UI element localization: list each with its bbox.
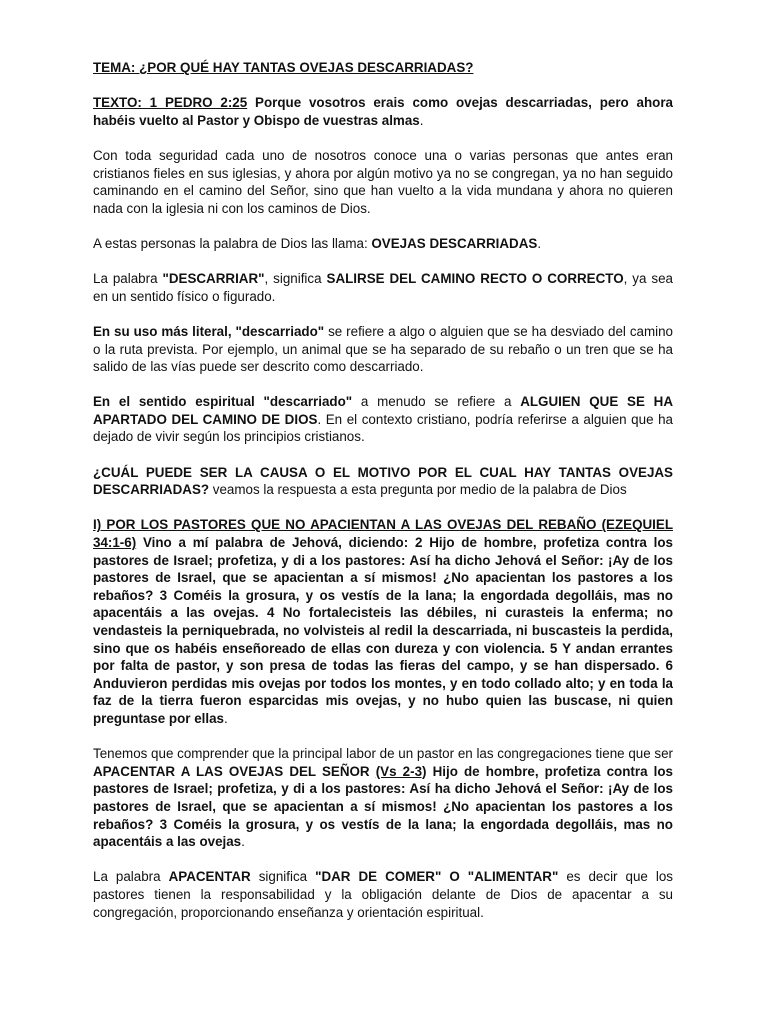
p3-bold-a: "DESCARRIAR" xyxy=(162,271,265,287)
p9-text-b: significa xyxy=(250,869,316,885)
p8-verse: Hijo de hombre, profetiza contra los pastores de Israel; profetiza, y di a los pastores: Así ha dicho Jehová el Señor: ¡Ay de los pastores de Israel, que se apacientan a sí mismos! ¿No apacientan los pastores a los rebaños? 3 Coméis la grosura, y os vestís de la lana; la engordada degolláis, mas no apacentáis a las ovejas xyxy=(93,763,673,850)
paragraph-2 xyxy=(93,235,673,253)
paragraph-4 xyxy=(93,323,673,376)
p8-bold-a: APACENTAR A LAS OVEJAS DEL SEÑOR xyxy=(93,763,370,779)
p8-end: . xyxy=(241,834,245,850)
p5-text-b: . En el contexto cristiano, podría referirse a alguien que ha dejado de vivir según los principios cristianos. xyxy=(93,411,673,445)
tema-heading xyxy=(93,59,673,77)
p6-question: ¿CUÁL PUEDE SER LA CAUSA O EL MOTIVO POR EL CUAL HAY TANTAS OVEJAS DESCARRIADAS? xyxy=(93,464,673,498)
p8-reference: (Vs 2-3) xyxy=(375,763,427,779)
paragraph-5 xyxy=(93,393,673,446)
paragraph-7 xyxy=(93,516,673,727)
p9-bold-b: "DAR DE COMER" O "ALIMENTAR" xyxy=(315,869,559,885)
section-1-end: . xyxy=(223,710,228,726)
p2-text: A estas personas la palabra de Dios las llama: xyxy=(93,235,372,251)
p9-bold-a: APACENTAR xyxy=(168,869,251,885)
paragraph-8 xyxy=(93,745,673,851)
p3-text-b: , significa xyxy=(264,271,327,287)
p4-bold: En su uso más literal, "descarriado" xyxy=(93,323,325,339)
section-1-verse: Vino a mí palabra de Jehová, diciendo: 2 Hijo de hombre, profetiza contra los pastores de Israel; profetiza, y di a los pastores: Así ha dicho Jehová el Señor: ¡Ay de los pastores de Israel, que se apacientan a sí mismos! ¿No apacientan los pastores a los rebaños? 3 Coméis la grosura, y os vestís de la lana; la engordada degolláis, mas no apacentáis a las ovejas. 4 No fortalecisteis las débiles, ni curasteis la enferma; no vendasteis la perniquebrada, no volvisteis al redil la descarriada, ni buscasteis la perdida, sino que os habéis enseñoreado de ellas con dureza y con violencia. 5 Y andan errantes por falta de pastor, y son presa de todas las fieras del campo, y se han dispersado. 6 Anduvieron perdidas mis ovejas por todos los montes, y en todo collado alto; y en toda la faz de la tierra fueron esparcidas mis ovejas, y no hubo quien las buscase, ni quien preguntase por ellas xyxy=(93,535,673,726)
p8-text-a: Tenemos que comprender que la principal labor de un pastor en las congregaciones tiene que ser xyxy=(93,746,673,762)
paragraph-1: Con toda seguridad cada uno de nosotros conoce una o varias personas que antes eran cristianos fieles en sus iglesias, y ahora por algún motivo ya no se congregan, ya no han seguido caminando en el camino del Señor, sino que han vuelto a la vida mundana y ahora no quieren nada con la iglesia ni con los caminos de Dios. xyxy=(93,147,673,216)
texto-end: . xyxy=(419,112,424,128)
texto-verse: Porque vosotros erais como ovejas descarriadas, pero ahora habéis vuelto al Pastor y Obispo de vuestras almas xyxy=(93,95,673,128)
section-1-heading: I) POR LOS PASTORES QUE NO APACIENTAN A LAS OVEJAS DEL REBAÑO (EZEQUIEL 34:1-6) xyxy=(93,517,673,551)
document-page xyxy=(93,59,673,939)
p6-text: veamos la respuesta a esta pregunta por medio de la palabra de Dios xyxy=(209,482,627,498)
p5-bold-b: ALGUIEN QUE SE HA APARTADO DEL CAMINO DE DIOS xyxy=(93,394,674,427)
p3-text-a: La palabra xyxy=(93,271,163,287)
p3-bold-b: SALIRSE DEL CAMINO RECTO O CORRECTO xyxy=(326,271,624,287)
tema-title: TEMA: ¿POR QUÉ HAY TANTAS OVEJAS DESCARRIADAS? xyxy=(93,60,474,75)
texto-label: TEXTO: 1 PEDRO 2:25 xyxy=(93,95,248,111)
p9-text-a: La palabra xyxy=(93,869,169,885)
p9-text-c: es decir que los pastores tienen la responsabilidad y la obligación delante de Dios de apacentar a su congregación, proporcionando enseñanza y orientación espiritual. xyxy=(93,869,673,920)
p2-bold: OVEJAS DESCARRIADAS xyxy=(371,235,538,251)
p3-text-c: , ya sea en un sentido físico o figurado. xyxy=(93,271,673,304)
paragraph-6 xyxy=(93,464,673,499)
texto-paragraph xyxy=(93,94,673,129)
paragraph-9 xyxy=(93,868,673,921)
paragraph-3 xyxy=(93,270,673,305)
p2-end: . xyxy=(537,235,542,251)
p4-text: se refiere a algo o alguien que se ha desviado del camino o la ruta prevista. Por ejemplo, un animal que se ha separado de su rebaño o un tren que se ha salido de las vías puede ser descrito como descarriado. xyxy=(93,323,673,375)
p5-bold-a: En el sentido espiritual "descarriado" xyxy=(93,394,353,410)
p5-text-a: a menudo se refiere a xyxy=(352,394,521,410)
